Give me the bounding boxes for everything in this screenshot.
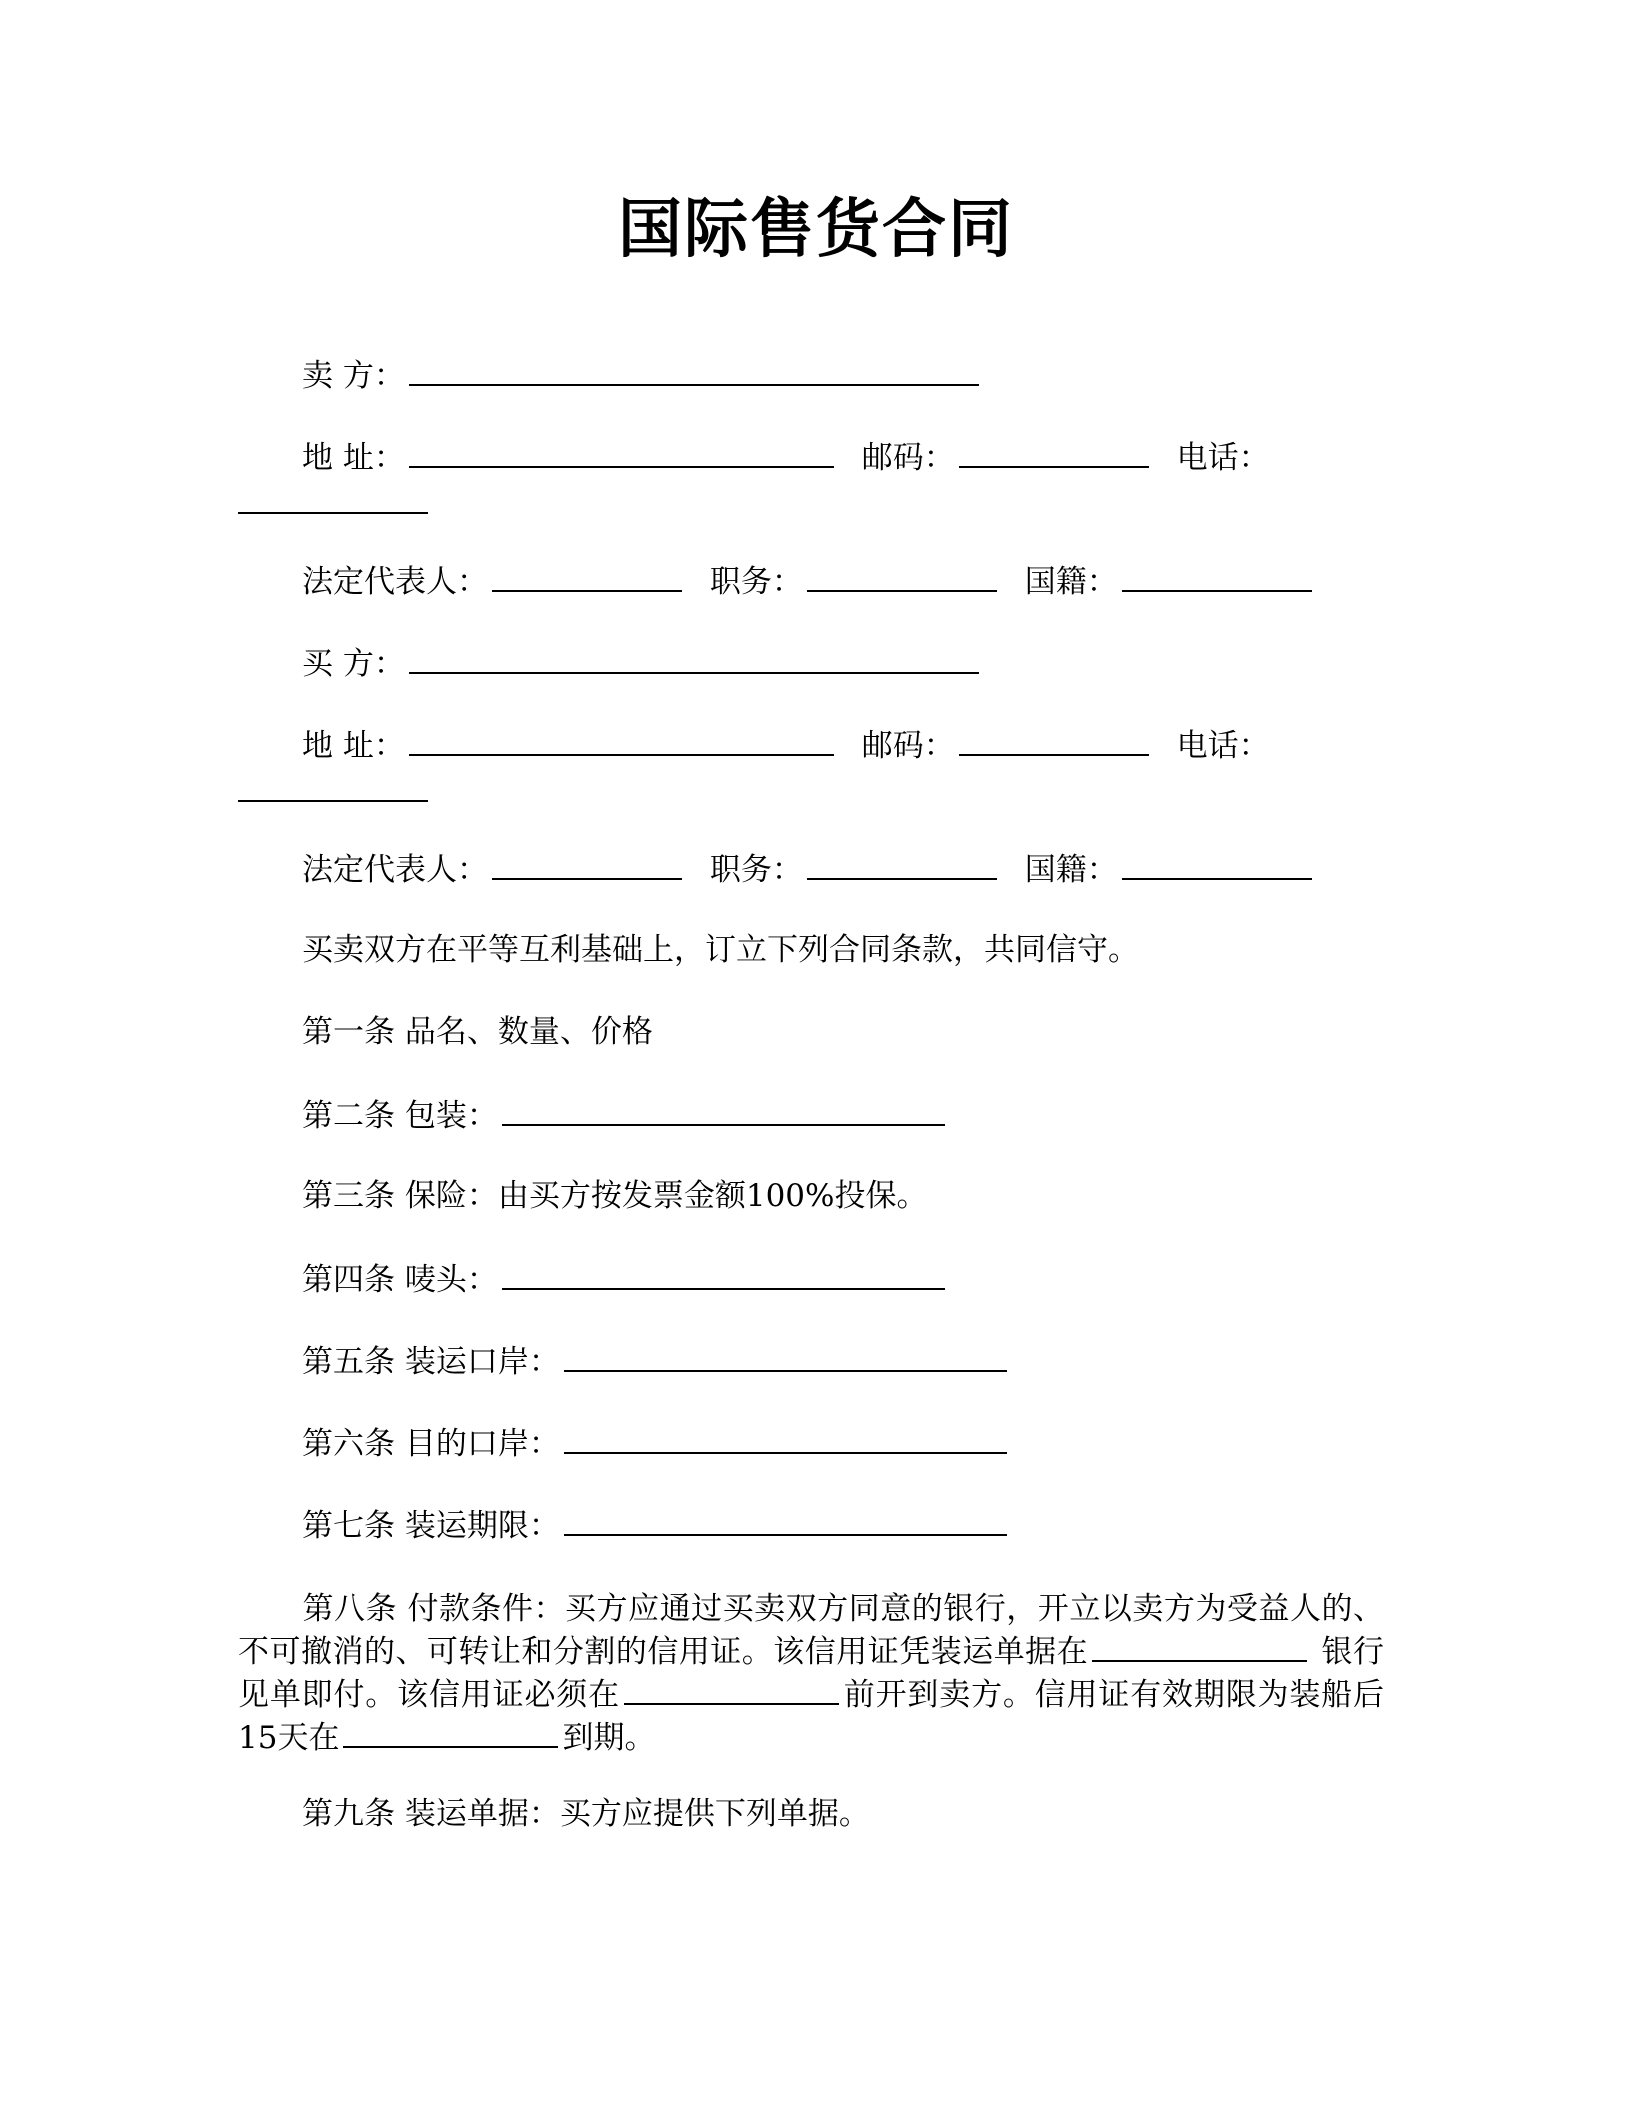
loading-port-blank[interactable] bbox=[564, 1340, 1007, 1372]
seller-address-label: 地 址： bbox=[302, 440, 405, 476]
article-2-row bbox=[302, 1094, 949, 1138]
page-title: 国际售货合同 bbox=[618, 193, 1014, 267]
buyer-postcode-label: 邮码： bbox=[861, 728, 955, 764]
seller-position-label: 职务： bbox=[709, 564, 803, 600]
buyer-label: 买 方： bbox=[302, 646, 405, 682]
article-6-label: 第六条 目的口岸： bbox=[302, 1426, 560, 1462]
seller-address-blank[interactable] bbox=[409, 436, 834, 468]
article-8-text-1: 第八条 付款条件：买方应通过买卖双方同意的银行，开立以卖方为受益人的、不可撤消的、可转让和分割的信用证。该信用证凭装运单据在 bbox=[238, 1591, 1384, 1670]
buyer-rep-label: 法定代表人： bbox=[302, 852, 488, 888]
seller-blank[interactable] bbox=[409, 354, 979, 386]
seller-rep-row bbox=[302, 560, 1316, 604]
article-4-label: 第四条 唛头： bbox=[302, 1262, 498, 1298]
destination-port-blank[interactable] bbox=[564, 1422, 1007, 1454]
lc-open-date-blank[interactable] bbox=[624, 1673, 839, 1705]
seller-phone-label: 电话： bbox=[1176, 440, 1270, 476]
packaging-blank[interactable] bbox=[502, 1094, 945, 1126]
buyer-postcode-blank[interactable] bbox=[959, 724, 1149, 756]
buyer-phone-blank[interactable] bbox=[238, 770, 428, 802]
article-8-paragraph bbox=[238, 1588, 1384, 1759]
seller-rep-label: 法定代表人： bbox=[302, 564, 488, 600]
seller-phone-continuation bbox=[238, 482, 432, 526]
article-4-row bbox=[302, 1258, 949, 1302]
seller-rep-blank[interactable] bbox=[492, 560, 682, 592]
intro-text: 买卖双方在平等互利基础上，订立下列合同条款，共同信守。 bbox=[302, 932, 1139, 968]
buyer-nationality-blank[interactable] bbox=[1122, 848, 1312, 880]
seller-nationality-label: 国籍： bbox=[1024, 564, 1118, 600]
buyer-rep-blank[interactable] bbox=[492, 848, 682, 880]
buyer-rep-row bbox=[302, 848, 1316, 892]
buyer-position-blank[interactable] bbox=[807, 848, 997, 880]
seller-row bbox=[302, 354, 983, 398]
seller-phone-blank[interactable] bbox=[238, 482, 428, 514]
article-6-row bbox=[302, 1422, 1011, 1466]
seller-position-blank[interactable] bbox=[807, 560, 997, 592]
article-3: 第三条 保险：由买方按发票金额100%投保。 bbox=[302, 1178, 928, 1214]
article-8-text-4: 到期。 bbox=[562, 1720, 656, 1756]
buyer-address-row bbox=[302, 724, 1270, 768]
seller-nationality-blank[interactable] bbox=[1122, 560, 1312, 592]
article-8-text-2: 银行见单即付。该信用证必须在 bbox=[238, 1634, 1385, 1713]
buyer-nationality-label: 国籍： bbox=[1024, 852, 1118, 888]
article-2-label: 第二条 包装： bbox=[302, 1098, 498, 1134]
buyer-row bbox=[302, 642, 983, 686]
article-5-row bbox=[302, 1340, 1011, 1384]
buyer-address-blank[interactable] bbox=[409, 724, 834, 756]
buyer-position-label: 职务： bbox=[709, 852, 803, 888]
bank-blank[interactable] bbox=[1092, 1630, 1307, 1662]
article-7-label: 第七条 装运期限： bbox=[302, 1508, 560, 1544]
shipment-period-blank[interactable] bbox=[564, 1504, 1007, 1536]
article-8-text-3: 前开到卖方。信用证有效期限为装船后15天在 bbox=[238, 1677, 1385, 1756]
article-7-row bbox=[302, 1504, 1011, 1548]
seller-address-row bbox=[302, 436, 1270, 480]
seller-label: 卖 方： bbox=[302, 358, 405, 394]
buyer-blank[interactable] bbox=[409, 642, 979, 674]
article-9: 第九条 装运单据：买方应提供下列单据。 bbox=[302, 1796, 870, 1832]
shipping-mark-blank[interactable] bbox=[502, 1258, 945, 1290]
buyer-address-label: 地 址： bbox=[302, 728, 405, 764]
lc-expiry-place-blank[interactable] bbox=[343, 1716, 558, 1748]
article-1: 第一条 品名、数量、价格 bbox=[302, 1014, 653, 1050]
buyer-phone-continuation bbox=[238, 770, 432, 814]
seller-postcode-label: 邮码： bbox=[861, 440, 955, 476]
seller-postcode-blank[interactable] bbox=[959, 436, 1149, 468]
article-5-label: 第五条 装运口岸： bbox=[302, 1344, 560, 1380]
buyer-phone-label: 电话： bbox=[1176, 728, 1270, 764]
